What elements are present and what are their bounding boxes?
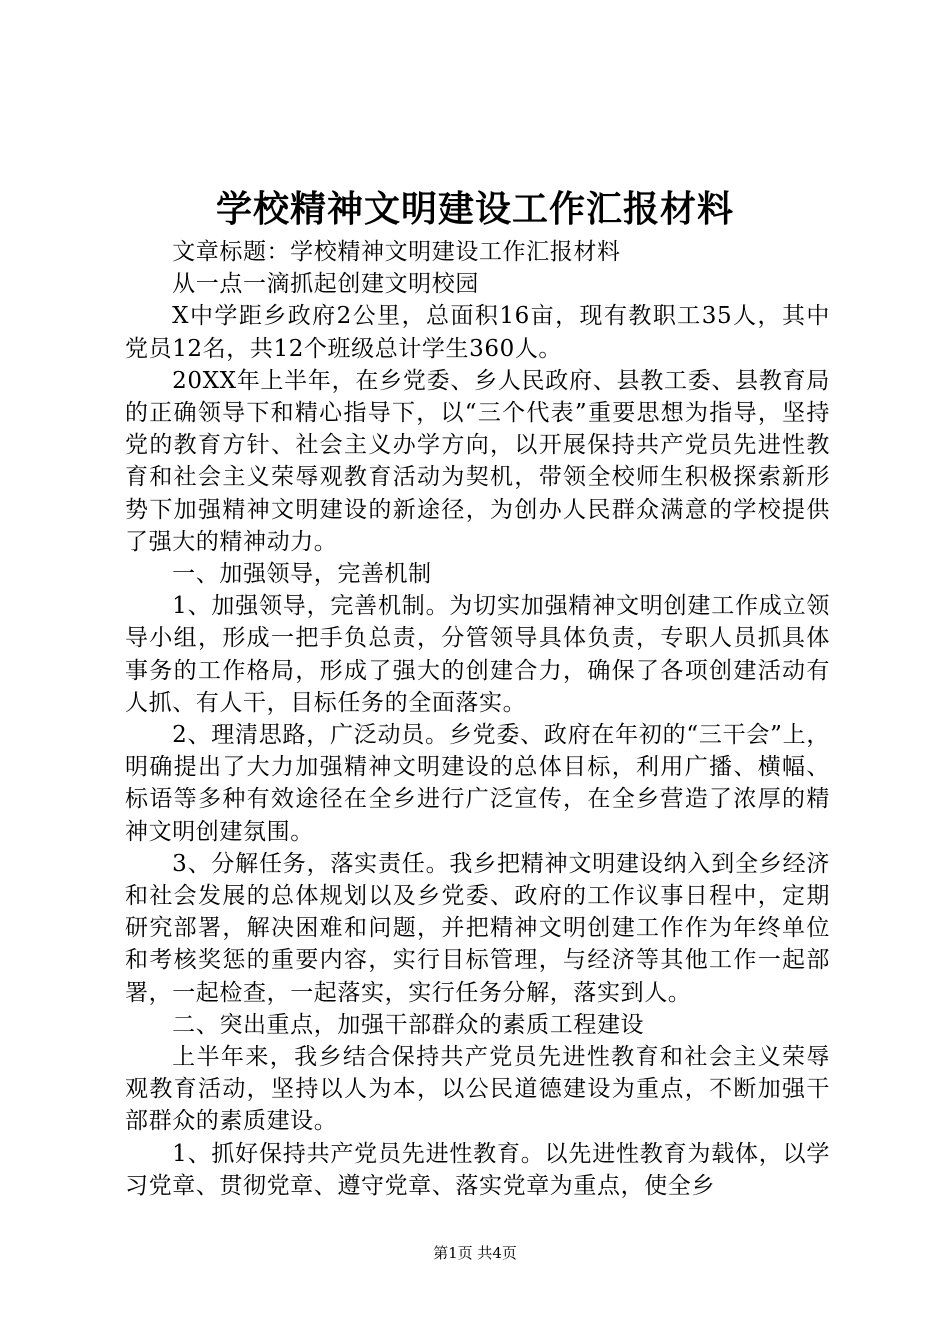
body-paragraph: 1、加强领导，完善机制。为切实加强精神文明创建工作成立领导小组，形成一把手负总责，分管领导具体负责，专职人员抓具体事务的工作格局，形成了强大的创建合力，确保了各项创建活动有人抓、有人干，目标任务的全面落实。	[125, 593, 830, 716]
body-paragraph: 上半年来，我乡结合保持共产党员先进性教育和社会主义荣辱观教育活动，坚持以人为本，以公民道德建设为重点，不断加强干部群众的素质建设。	[125, 1044, 830, 1135]
body-paragraph: 2、理清思路，广泛动员。乡党委、政府在年初的“三干会”上，明确提出了大力加强精神文明建设的总体目标，利用广播、横幅、标语等多种有效途径在全乡进行广泛宣传，在全乡营造了浓厚的精神文明创建氛围。	[125, 722, 830, 845]
overview-paragraph: 20XX年上半年，在乡党委、乡人民政府、县教工委、县教育局的正确领导下和精心指导下，以“三个代表”重要思想为指导，坚持党的教育方针、社会主义办学方向，以开展保持共产党员先进性教育和社会主义荣辱观教育活动为契机，带领全校师生积极探索新形势下加强精神文明建设的新途径，为创办人民群众满意的学校提供了强大的精神动力。	[125, 367, 830, 555]
body-paragraph: 3、分解任务，落实责任。我乡把精神文明建设纳入到全乡经济和社会发展的总体规划以及乡党委、政府的工作议事日程中，定期研究部署，解决困难和问题，并把精神文明创建工作作为年终单位和考核奖惩的重要内容，实行目标管理，与经济等其他工作一起部署，一起检查，一起落实，实行任务分解，落实到人。	[125, 850, 830, 1006]
document-title: 学校精神文明建设工作汇报材料	[215, 188, 734, 230]
page-number-footer: 第1页 共4页	[433, 1244, 517, 1262]
section-heading-1: 一、加强领导，完善机制	[172, 561, 432, 588]
document-body	[125, 236, 830, 1202]
subtitle-line: 从一点一滴抓起创建文明校园	[172, 271, 479, 298]
section-heading-2: 二、突出重点，加强干部群众的素质工程建设	[172, 1011, 645, 1038]
school-intro-paragraph: X中学距乡政府2公里，总面积16亩，现有教职工35人，其中党员12名，共12个班级总计学生360人。	[125, 303, 830, 362]
article-title-line: 文章标题：学校精神文明建设工作汇报材料	[172, 239, 621, 265]
body-paragraph: 1、抓好保持共产党员先进性教育。以先进性教育为载体，以学习党章、贯彻党章、遵守党章、落实党章为重点，使全乡	[125, 1140, 830, 1199]
